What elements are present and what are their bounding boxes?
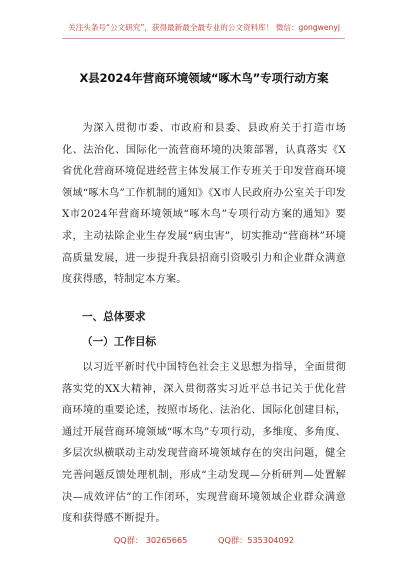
section-heading-general-requirements: 一、总体要求 — [82, 311, 146, 323]
footer-qq-group-2: QQ群：535304092 — [218, 535, 295, 545]
goal-paragraph: 以习近平新时代中国特色社会主义思想为指导，全面贯彻落实党的XX大精神，深入贯彻落实习近平总书记关于优化营商环境的重要论述，按照市场化、法治化、国际化创建目标，通过开展营商环境领域“啄木鸟”专项行动，多维度、多角度、多层次纵横联动主动发现营商环境领域存在的突出问题，健全完善问题反馈处理机制，形成“主动发现—分析研判—处置解决—成效评估”的工作闭环，实现营商环境领域企业群众满意度和获得感不断提升。 — [62, 362, 346, 525]
header-divider — [62, 38, 345, 39]
footer-qq-group-1: QQ群： 30265665 — [113, 535, 188, 545]
footer-contact — [0, 535, 408, 546]
document-title: X县2024年营商环境领域“啄木鸟”专项行动方案 — [79, 71, 329, 85]
intro-paragraph: 为深入贯彻市委、市政府和县委、县政府关于打造市场化、法治化、国际化一流营商环境的决策部署，认真落实《X省优化营商环境促进经营主体发展工作专班关于印发营商环境领域“啄木鸟”工作机制的通知》《X市人民政府办公室关于印发X市2024年营商环境领域“啄木鸟”专项行动方案的通知》要求，主动祛除企业生存发展“病虫害”，切实推动“营商林”环境高质量发展，进一步提升我县招商引资吸引力和企业群众满意度获得感，特制定本方案。 — [62, 123, 346, 286]
header-banner: 关注头条号“公文研究”，获得最新最全最专业的公文资料库！ 微信：gongwenyj — [68, 23, 340, 32]
subsection-heading-work-goals: （一）工作目标 — [82, 336, 157, 348]
